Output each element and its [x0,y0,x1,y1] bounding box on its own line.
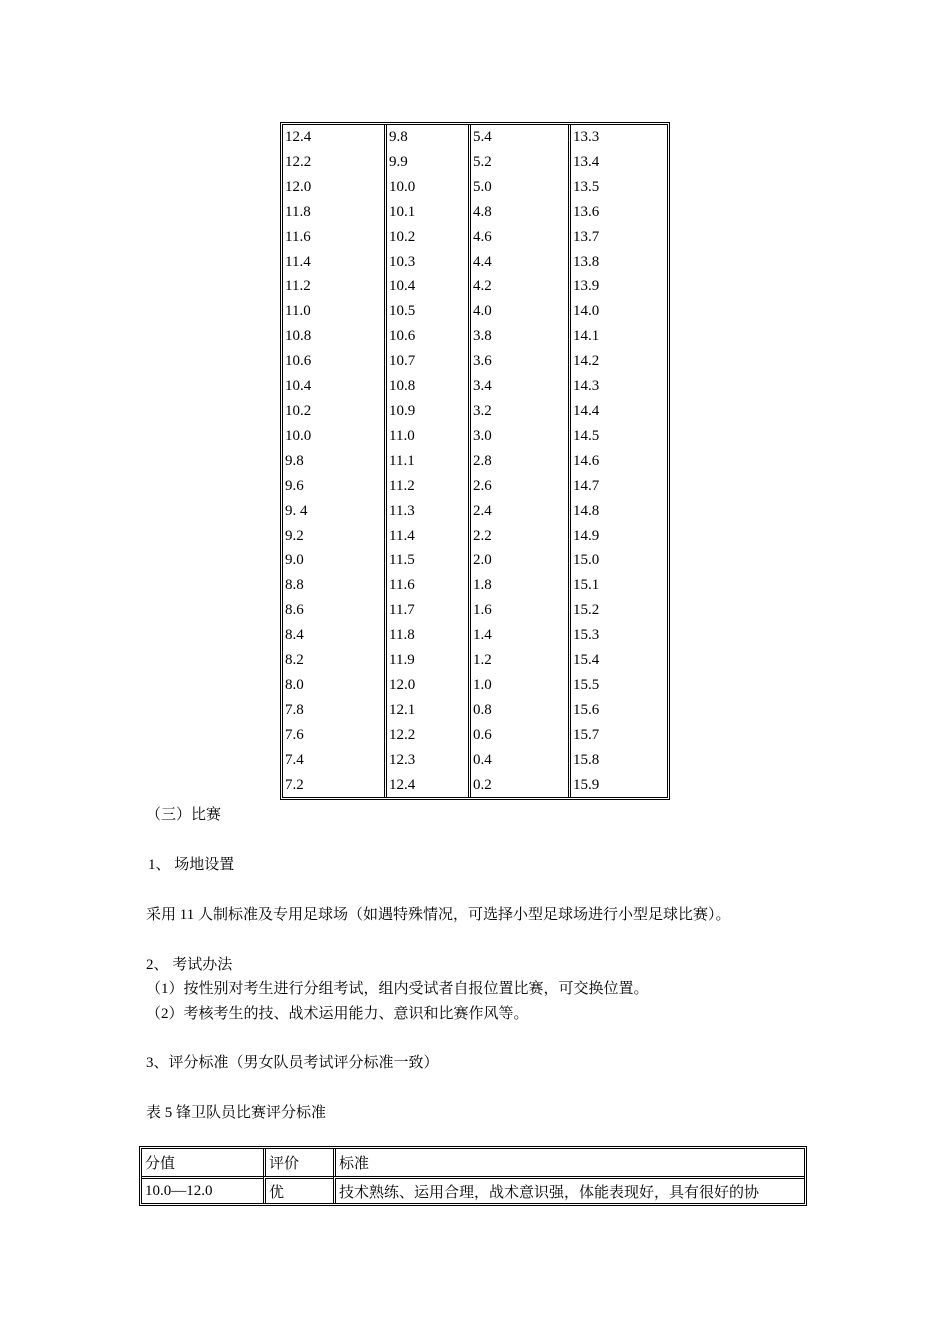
score-table-row [283,573,667,598]
score-cell: 15.2 [568,598,667,623]
score-cell: 11.0 [285,303,311,320]
score-table-row [283,773,667,798]
score-cell: 9.2 [285,527,304,544]
score-cell: 10.3 [384,250,468,275]
score-cell: 10.8 [384,374,468,399]
score-table-row [283,200,667,225]
score-cell: 8.8 [285,577,304,594]
score-cell: 14.5 [568,424,667,449]
score-table-row [283,524,667,549]
score-cell: 15.6 [568,698,667,723]
score-cell: 3.0 [468,424,568,449]
score-cell: 3.4 [468,374,568,399]
score-cell: 4.8 [468,200,568,225]
item2-line1: （1）按性别对考生进行分组考试，组内受试者自报位置比赛，可交换位置。 [146,981,649,997]
score-cell: 8.4 [285,627,304,644]
score-table-row [283,125,667,150]
standard-table-row [142,1176,804,1203]
header-score: 分值 [145,1156,176,1172]
score-cell: 10.1 [384,200,468,225]
score-table-row [283,424,667,449]
score-cell: 2.4 [468,499,568,524]
score-cell: 11.1 [384,449,468,474]
score-cell: 11.6 [384,573,468,598]
score-cell: 2.8 [468,449,568,474]
score-table-row [283,150,667,175]
score-cell: 12.0 [285,178,312,195]
score-cell: 14.2 [568,349,667,374]
score-cell: 9.8 [285,452,304,469]
score-cell: 13.4 [568,150,667,175]
score-cell: 12.2 [285,153,312,170]
score-table-row [283,399,667,424]
score-cell: 2.0 [468,548,568,573]
score-cell: 15.7 [568,723,667,748]
score-table-row [283,474,667,499]
score-cell: 11.8 [384,623,468,648]
score-table-row [283,548,667,573]
score-cell: 12.1 [384,698,468,723]
score-cell: 15.9 [568,773,667,798]
score-cell: 4.0 [468,299,568,324]
score-cell: 14.9 [568,524,667,549]
header-criteria: 标准 [333,1149,804,1176]
score-cell: 12.2 [384,723,468,748]
score-table-row [283,250,667,275]
item1-text: 采用 11 人制标准及专用足球场（如遇特殊情况，可选择小型足球场进行小型足球比赛）。 [146,907,731,923]
score-cell: 12.4 [384,773,468,798]
score-cell: 10.2 [384,225,468,250]
score-cell: 8.2 [285,652,304,669]
score-cell: 10.7 [384,349,468,374]
score-cell: 13.5 [568,175,667,200]
score-cell: 11.9 [384,648,468,673]
score-cell: 5.4 [468,125,568,150]
score-cell: 10.6 [285,353,312,370]
score-table [282,124,668,798]
score-cell: 4.6 [468,225,568,250]
score-cell: 3.6 [468,349,568,374]
score-table-row [283,449,667,474]
row-score: 10.0—12.0 [142,1176,263,1203]
score-cell: 9.6 [285,477,304,494]
score-cell: 15.3 [568,623,667,648]
score-cell: 5.2 [468,150,568,175]
score-cell: 7.2 [285,776,304,793]
score-cell: 14.4 [568,399,667,424]
score-cell: 10.0 [285,427,312,444]
score-cell: 10.9 [384,399,468,424]
score-cell: 8.6 [285,602,304,619]
header-rating: 评价 [263,1149,333,1176]
score-cell: 0.2 [468,773,568,798]
score-table-row [283,673,667,698]
score-cell: 4.2 [468,274,568,299]
score-cell: 7.6 [285,726,304,743]
score-cell: 11.5 [384,548,468,573]
score-cell: 15.8 [568,748,667,773]
score-cell: 11.2 [384,474,468,499]
score-table-row [283,274,667,299]
score-cell: 1.0 [468,673,568,698]
score-cell: 9.9 [384,150,468,175]
score-table-row [283,499,667,524]
score-cell: 9.0 [285,552,304,569]
score-cell: 3.8 [468,324,568,349]
score-cell: 13.3 [568,125,667,150]
row-rating: 优 [263,1176,333,1203]
score-table-row [283,324,667,349]
score-cell: 10.8 [285,328,312,345]
score-table-row [283,225,667,250]
score-table-row [283,598,667,623]
score-cell: 1.2 [468,648,568,673]
score-cell: 11.2 [285,278,311,295]
score-table-row [283,698,667,723]
score-cell: 11.0 [384,424,468,449]
score-table-row [283,748,667,773]
score-cell: 9. 4 [285,502,308,519]
row-criteria: 技术熟练、运用合理，战术意识强，体能表现好，具有很好的协 [333,1176,804,1203]
item2-line2: （2）考核考生的技、战术运用能力、意识和比赛作风等。 [146,1006,529,1022]
score-cell: 11.3 [384,499,468,524]
score-cell: 7.4 [285,751,304,768]
score-cell: 14.1 [568,324,667,349]
score-cell: 7.8 [285,701,304,718]
score-cell: 14.7 [568,474,667,499]
score-cell: 11.7 [384,598,468,623]
standard-table [141,1148,805,1204]
score-cell: 14.3 [568,374,667,399]
item3-title: 3、评分标准（男女队员考试评分标准一致） [146,1055,439,1071]
score-cell: 11.4 [384,524,468,549]
score-cell: 2.6 [468,474,568,499]
table5-caption: 表 5 锋卫队员比赛评分标准 [146,1105,327,1121]
score-table-row [283,623,667,648]
score-cell: 5.0 [468,175,568,200]
score-cell: 0.8 [468,698,568,723]
score-table-row [283,723,667,748]
score-cell: 13.8 [568,250,667,275]
score-cell: 11.8 [285,203,311,220]
score-cell: 11.4 [285,253,311,270]
score-cell: 0.4 [468,748,568,773]
score-table-row [283,299,667,324]
score-table-row [283,175,667,200]
score-cell: 14.8 [568,499,667,524]
score-cell: 12.0 [384,673,468,698]
score-cell: 9.8 [384,125,468,150]
score-cell: 1.6 [468,598,568,623]
score-cell: 13.9 [568,274,667,299]
item2-title: 2、 考试办法 [146,957,233,973]
score-cell: 14.0 [568,299,667,324]
score-cell: 10.5 [384,299,468,324]
score-cell: 3.2 [468,399,568,424]
score-cell: 15.5 [568,673,667,698]
score-cell: 11.6 [285,228,311,245]
score-cell: 13.7 [568,225,667,250]
score-cell: 4.4 [468,250,568,275]
score-cell: 10.4 [285,378,312,395]
score-table-row [283,648,667,673]
score-cell: 1.4 [468,623,568,648]
score-cell: 2.2 [468,524,568,549]
score-cell: 15.4 [568,648,667,673]
score-table-row [283,374,667,399]
score-cell: 10.2 [285,402,312,419]
score-cell: 10.6 [384,324,468,349]
score-cell: 15.0 [568,548,667,573]
score-cell: 13.6 [568,200,667,225]
score-cell: 15.1 [568,573,667,598]
score-cell: 1.8 [468,573,568,598]
standard-table-header-row [142,1149,804,1176]
section-heading-match: （三）比赛 [146,807,222,823]
score-table-body [283,125,667,797]
score-cell: 8.0 [285,676,304,693]
score-cell: 14.6 [568,449,667,474]
score-cell: 12.4 [285,129,312,145]
score-cell: 10.0 [384,175,468,200]
score-table-row [283,349,667,374]
score-cell: 12.3 [384,748,468,773]
score-cell: 10.4 [384,274,468,299]
item1-title: 1、 场地设置 [148,857,235,873]
score-cell: 0.6 [468,723,568,748]
